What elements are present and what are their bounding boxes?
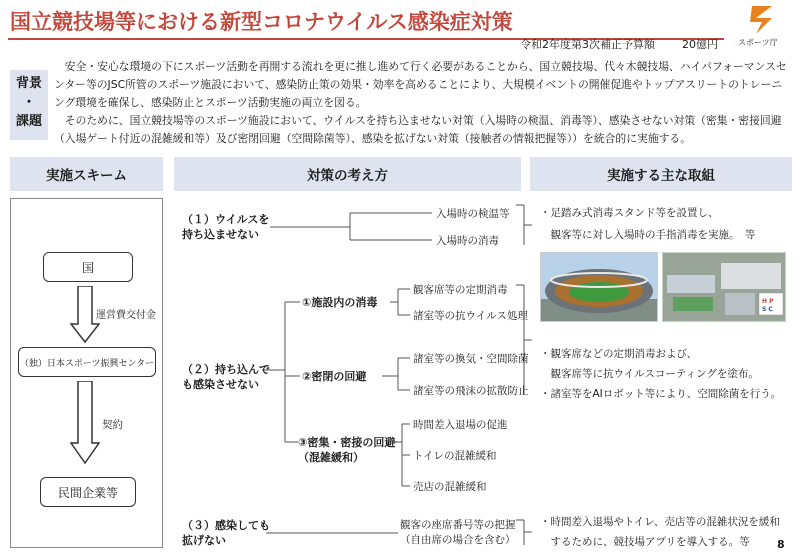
measure-line: ・時間差入退場やトイレ、売店等の混雑状況を緩和 — [540, 516, 780, 528]
policy-item: トイレの混雑緩和 — [413, 450, 497, 462]
measure-line: 観客等に対し入場時の手指消毒を実施。 等 — [540, 229, 756, 241]
policy-item: 諸室等の抗ウイルス処理 — [413, 310, 528, 322]
page-title: 国立競技場等における新型コロナウイルス感染症対策 — [10, 10, 513, 34]
policy-sub-label-ventilation: ②密閉の回避 — [302, 370, 367, 383]
policy-item: 諸室等の飛沫の拡散防止 — [413, 385, 529, 397]
measure-line: ・諸室等をAIロボット等により、空間除菌を行う。 — [540, 388, 782, 400]
scheme-arrow-label-grant: 運営費交付金 — [96, 310, 156, 321]
scheme-box-national: 国 — [43, 252, 133, 282]
policy-item: 観客席等の定期消毒 — [413, 284, 508, 296]
column-header-policy: 対策の考え方 — [174, 157, 521, 191]
policy-label-no-spreading: （３）感染しても 拡げない — [182, 519, 270, 547]
photo-sign-text: S C — [762, 306, 773, 313]
page-number: 8 — [777, 538, 785, 551]
policy-label-no-bringing-in: （１）ウイルスを 持ち込ませない — [182, 213, 270, 241]
measure-line: ・観客席などの定期消毒および、 — [540, 348, 698, 360]
measure-block-entry — [540, 205, 755, 243]
budget-amount: 20億円 — [682, 38, 718, 51]
background-label-line: ・ — [22, 95, 36, 110]
logo-text: スポーツ庁 — [738, 38, 778, 47]
measure-line: 観客席等に抗ウイルスコーティングを塗布。 — [540, 368, 759, 380]
background-paragraph: そのために、国立競技場等のスポーツ施設において、ウイルスを持ち込ませない対策（入場時の検温、消毒等）、感染させない対策（密集・密接回避（入場ゲート付近の混雑緩和等）及び密閉回避（空間除菌等）、感染を拡げない対策（接触者の情報把握等））を統合的に実施する。 — [54, 114, 782, 145]
policy-label-no-infection: （２）持ち込んで も感染させない — [182, 363, 270, 391]
policy-sub-label-disinfection: ①施設内の消毒 — [302, 296, 378, 309]
policy-item: 観客の座席番号等の把握 （自由席の場合を含む） — [400, 519, 516, 546]
policy-item: 入場時の検温等 — [436, 208, 510, 220]
background-label-line: 背景 — [15, 76, 42, 91]
photo-sign-text: H P — [762, 298, 774, 305]
column-header-measures: 実施する主な取組 — [530, 157, 792, 191]
background-label-line: 課題 — [15, 114, 42, 129]
measure-line: するために、競技場アプリを導入する。等 — [540, 536, 750, 548]
policy-sub-label-crowding: ③密集・密接の回避 （混雑緩和） — [298, 436, 396, 464]
policy-item: 時間差入退場の促進 — [413, 419, 508, 431]
background-paragraph: 安全・安心な環境の下にスポーツ活動を再開する流れを更に推し進めて行く必要があることから、国立競技場、代々木競技場、ハイパフォーマンスセンター等のJSC所管のスポーツ施設において、感染防止策の効果・効率を高めることにより、大規模イベントの開催促進やトップアスリートのトレーニング環境を確保し、感染防止とスポーツ活動実施の両立を図る。 — [54, 60, 787, 109]
column-header-scheme: 実施スキーム — [10, 157, 163, 191]
policy-item: 諸室等の換気・空間除菌 — [413, 353, 529, 365]
measure-block-disinfection — [540, 346, 781, 402]
policy-item: 売店の混雑緩和 — [413, 481, 487, 493]
measure-block-app — [540, 514, 780, 550]
budget-label: 令和2年度第3次補正予算額 — [520, 38, 655, 51]
scheme-box-jsc: （独）日本スポーツ振興センター — [18, 347, 156, 377]
policy-item: 入場時の消毒 — [436, 235, 499, 247]
stadium-aerial-photo — [540, 252, 658, 322]
measure-line: ・足踏み式消毒スタンド等を設置し、 — [540, 207, 719, 219]
scheme-box-private: 民間企業等 — [40, 477, 136, 507]
scheme-arrow-label-contract: 契約 — [102, 419, 123, 431]
training-center-aerial-photo — [662, 252, 786, 322]
